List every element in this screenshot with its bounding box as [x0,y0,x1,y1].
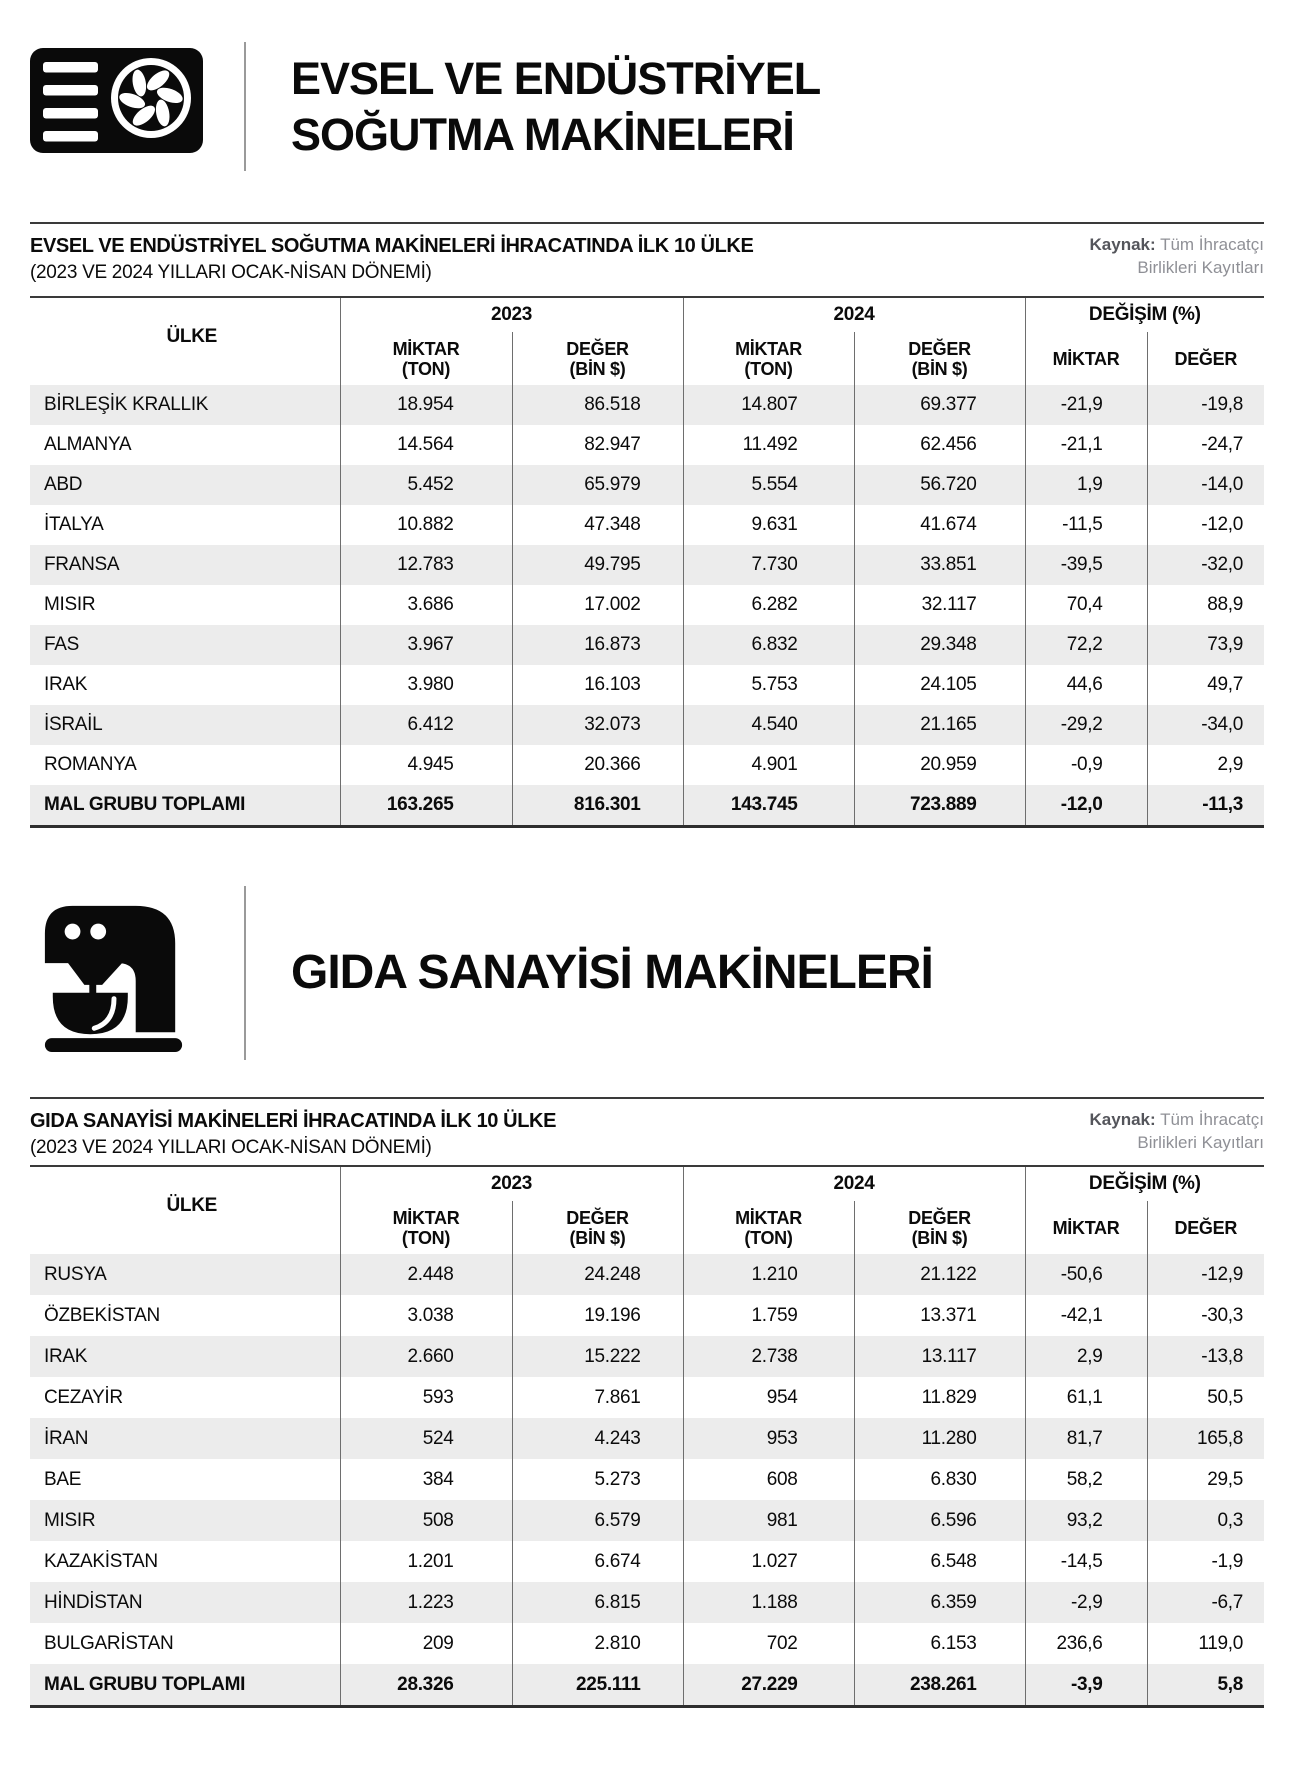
value-cell: -14,0 [1147,465,1264,505]
value-cell: 29.348 [854,625,1025,665]
country-cell: BİRLEŞİK KRALLIK [44,394,209,415]
table-subtitle: (2023 VE 2024 YILLARI OCAK-NİSAN DÖNEMİ) [30,262,432,283]
col-header-country: ÜLKE [166,325,218,347]
value-cell: -6,7 [1147,1582,1264,1623]
country-cell: FRANSA [44,554,120,575]
col-header-qty-2024: MİKTAR (TON) [683,1201,854,1254]
value-cell: 19.196 [512,1295,683,1336]
source-text-line2: Birlikleri Kayıtları [1137,1132,1264,1152]
table-title: EVSEL VE ENDÜSTRİYEL SOĞUTMA MAKİNELERİ İHRACATINDA İLK 10 ÜLKE [30,235,754,257]
value-cell: 1.759 [683,1295,854,1336]
country-cell: ROMANYA [44,754,137,775]
col-group-2024: 2024 [683,1166,1025,1201]
table-head [30,297,1264,385]
source-note [1090,234,1264,280]
value-cell: 4.540 [683,705,854,745]
value-cell: 14.807 [683,385,854,425]
value-cell: 10.882 [340,505,512,545]
value-cell: 20.366 [512,745,683,785]
table-row [30,1500,1264,1541]
col-group-2024: 2024 [683,297,1025,332]
section-title-line1: EVSEL VE ENDÜSTRİYEL [291,52,821,104]
table-subtitle: (2023 VE 2024 YILLARI OCAK-NİSAN DÖNEMİ) [30,1137,432,1158]
table-row [30,625,1264,665]
table-head [30,1166,1264,1254]
report-page [30,48,1264,1708]
table-row [30,1623,1264,1664]
export-table-cooling [30,296,1264,828]
value-cell: -0,9 [1025,745,1147,785]
value-cell: 3.967 [340,625,512,665]
value-cell: 7.730 [683,545,854,585]
table-row [30,705,1264,745]
col-header-val-2024: DEĞER (BİN $) [854,1201,1025,1254]
value-cell: 384 [340,1459,512,1500]
value-cell: 1,9 [1025,465,1147,505]
section-title-food [291,947,933,999]
table-total-row [30,785,1264,827]
value-cell: 524 [340,1418,512,1459]
table-row [30,1254,1264,1295]
value-cell: 24.248 [512,1254,683,1295]
col-header-qty-2023: MİKTAR (TON) [340,332,512,385]
value-cell: 6.579 [512,1500,683,1541]
value-cell: 88,9 [1147,585,1264,625]
value-cell: 69.377 [854,385,1025,425]
value-cell: 18.954 [340,385,512,425]
vertical-divider [244,42,246,171]
value-cell: 16.873 [512,625,683,665]
value-cell: -21,9 [1025,385,1147,425]
table-total-row [30,1664,1264,1707]
source-label: Kaynak: [1089,235,1156,254]
value-cell: 5.554 [683,465,854,505]
value-cell: 6.832 [683,625,854,665]
value-cell: -30,3 [1147,1295,1264,1336]
value-cell: 28.326 [340,1664,512,1707]
value-cell: 58,2 [1025,1459,1147,1500]
value-cell: 225.111 [512,1664,683,1707]
value-cell: 72,2 [1025,625,1147,665]
table-row [30,1541,1264,1582]
value-cell: 236,6 [1025,1623,1147,1664]
value-cell: 5.452 [340,465,512,505]
value-cell: -13,8 [1147,1336,1264,1377]
col-header-qty-2023: MİKTAR (TON) [340,1201,512,1254]
value-cell: -29,2 [1025,705,1147,745]
value-cell: 6.548 [854,1541,1025,1582]
country-cell: HİNDİSTAN [44,1591,143,1613]
value-cell: 82.947 [512,425,683,465]
value-cell: 49,7 [1147,665,1264,705]
value-cell: 981 [683,1500,854,1541]
value-cell: 4.945 [340,745,512,785]
col-header-val-2024: DEĞER (BİN $) [854,332,1025,385]
country-cell: RUSYA [44,1263,107,1285]
country-cell: BULGARİSTAN [44,1632,174,1654]
table-row [30,425,1264,465]
country-cell: ALMANYA [44,434,132,455]
horizontal-rule [30,222,1264,224]
table-row [30,385,1264,425]
table-row [30,545,1264,585]
col-group-change: DEĞİŞİM (%) [1025,297,1264,332]
value-cell: 13.371 [854,1295,1025,1336]
source-label: Kaynak: [1089,1110,1156,1129]
table-row [30,1418,1264,1459]
value-cell: 32.117 [854,585,1025,625]
value-cell: 27.229 [683,1664,854,1707]
table-row [30,1459,1264,1500]
country-cell: ABD [44,474,83,495]
value-cell: 1.201 [340,1541,512,1582]
value-cell: 29,5 [1147,1459,1264,1500]
value-cell: 13.117 [854,1336,1025,1377]
country-cell: IRAK [44,674,88,695]
section-title-cooling [291,51,820,163]
col-group-change: DEĞİŞİM (%) [1025,1166,1264,1201]
value-cell: 11.492 [683,425,854,465]
value-cell: 49.795 [512,545,683,585]
caption-left [30,234,753,284]
value-cell: 2.660 [340,1336,512,1377]
value-cell: 20.959 [854,745,1025,785]
value-cell: -32,0 [1147,545,1264,585]
value-cell: 3.980 [340,665,512,705]
col-header-country: ÜLKE [166,1194,218,1216]
value-cell: 5.273 [512,1459,683,1500]
col-group-2023: 2023 [340,1166,683,1201]
source-text-line1: Tüm İhracatçı [1160,235,1264,254]
value-cell: 65.979 [512,465,683,505]
value-cell: 14.564 [340,425,512,465]
value-cell: 62.456 [854,425,1025,465]
col-header-change-qty: MİKTAR [1025,332,1147,385]
value-cell: -21,1 [1025,425,1147,465]
table-row [30,1295,1264,1336]
value-cell: 7.861 [512,1377,683,1418]
vertical-divider [244,886,246,1060]
value-cell: 6.153 [854,1623,1025,1664]
col-header-change-val: DEĞER [1147,332,1264,385]
value-cell: 44,6 [1025,665,1147,705]
country-cell: IRAK [44,1345,88,1367]
value-cell: -39,5 [1025,545,1147,585]
air-conditioner-icon [30,48,244,165]
col-header-change-qty: MİKTAR [1025,1201,1147,1254]
export-table-food [30,1165,1264,1708]
value-cell: 4.243 [512,1418,683,1459]
value-cell: 15.222 [512,1336,683,1377]
value-cell: 3.038 [340,1295,512,1336]
value-cell: 6.674 [512,1541,683,1582]
value-cell: 3.686 [340,585,512,625]
value-cell: 723.889 [854,785,1025,827]
value-cell: -34,0 [1147,705,1264,745]
table-row [30,1582,1264,1623]
value-cell: 21.165 [854,705,1025,745]
value-cell: 6.596 [854,1500,1025,1541]
value-cell: -11,3 [1147,785,1264,827]
value-cell: 2.810 [512,1623,683,1664]
value-cell: 1.223 [340,1582,512,1623]
value-cell: 143.745 [683,785,854,827]
value-cell: 56.720 [854,465,1025,505]
table-row [30,1336,1264,1377]
value-cell: 6.359 [854,1582,1025,1623]
value-cell: -12,9 [1147,1254,1264,1295]
value-cell: 6.815 [512,1582,683,1623]
value-cell: 1.188 [683,1582,854,1623]
table-row [30,505,1264,545]
country-cell: İTALYA [44,514,104,535]
value-cell: -42,1 [1025,1295,1147,1336]
table-body [30,1254,1264,1707]
value-cell: 12.783 [340,545,512,585]
value-cell: 2,9 [1147,745,1264,785]
col-group-2023: 2023 [340,297,683,332]
value-cell: 41.674 [854,505,1025,545]
value-cell: 9.631 [683,505,854,545]
value-cell: 33.851 [854,545,1025,585]
country-cell: KAZAKİSTAN [44,1550,158,1572]
value-cell: 165,8 [1147,1418,1264,1459]
value-cell: 593 [340,1377,512,1418]
value-cell: 209 [340,1623,512,1664]
value-cell: 11.280 [854,1418,1025,1459]
country-cell: MISIR [44,1509,96,1531]
value-cell: 6.830 [854,1459,1025,1500]
section-header-cooling [30,48,1264,165]
table-caption-food [30,1109,1264,1159]
value-cell: 816.301 [512,785,683,827]
value-cell: -50,6 [1025,1254,1147,1295]
value-cell: 119,0 [1147,1623,1264,1664]
value-cell: -2,9 [1025,1582,1147,1623]
value-cell: 81,7 [1025,1418,1147,1459]
section-title-line2: SOĞUTMA MAKİNELERİ [291,108,794,160]
table-row [30,1377,1264,1418]
table-row [30,585,1264,625]
source-note [1090,1109,1264,1155]
country-cell: FAS [44,634,80,655]
value-cell: 608 [683,1459,854,1500]
value-cell: 953 [683,1418,854,1459]
source-text-line1: Tüm İhracatçı [1160,1110,1264,1129]
value-cell: 70,4 [1025,585,1147,625]
value-cell: -14,5 [1025,1541,1147,1582]
country-cell: MISIR [44,594,96,615]
value-cell: 24.105 [854,665,1025,705]
value-cell: 954 [683,1377,854,1418]
table-title: GIDA SANAYİSİ MAKİNELERİ İHRACATINDA İLK 10 ÜLKE [30,1110,557,1132]
value-cell: -24,7 [1147,425,1264,465]
value-cell: 21.122 [854,1254,1025,1295]
value-cell: -12,0 [1147,505,1264,545]
value-cell: 47.348 [512,505,683,545]
value-cell: 238.261 [854,1664,1025,1707]
table-row [30,465,1264,505]
table-body [30,385,1264,827]
country-cell: BAE [44,1468,82,1490]
value-cell: 17.002 [512,585,683,625]
value-cell: 702 [683,1623,854,1664]
value-cell: 6.282 [683,585,854,625]
value-cell: 93,2 [1025,1500,1147,1541]
value-cell: 5,8 [1147,1664,1264,1707]
country-cell: MAL GRUBU TOPLAMI [44,1673,246,1695]
value-cell: 5.753 [683,665,854,705]
value-cell: -19,8 [1147,385,1264,425]
value-cell: 61,1 [1025,1377,1147,1418]
country-cell: CEZAYİR [44,1386,123,1408]
table-row [30,745,1264,785]
value-cell: 2.448 [340,1254,512,1295]
value-cell: -3,9 [1025,1664,1147,1707]
col-header-val-2023: DEĞER (BİN $) [512,332,683,385]
value-cell: 16.103 [512,665,683,705]
value-cell: -12,0 [1025,785,1147,827]
value-cell: 0,3 [1147,1500,1264,1541]
country-cell: ÖZBEKİSTAN [44,1304,160,1326]
value-cell: 73,9 [1147,625,1264,665]
col-header-val-2023: DEĞER (BİN $) [512,1201,683,1254]
value-cell: 86.518 [512,385,683,425]
horizontal-rule [30,1097,1264,1099]
value-cell: 50,5 [1147,1377,1264,1418]
table-caption-cooling [30,234,1264,284]
table-row [30,665,1264,705]
section-title-line1: GIDA SANAYİSİ MAKİNELERİ [291,946,933,999]
value-cell: 4.901 [683,745,854,785]
value-cell: 1.027 [683,1541,854,1582]
value-cell: 32.073 [512,705,683,745]
value-cell: 163.265 [340,785,512,827]
value-cell: 508 [340,1500,512,1541]
value-cell: 11.829 [854,1377,1025,1418]
value-cell: -11,5 [1025,505,1147,545]
country-cell: İSRAİL [44,714,103,735]
caption-left [30,1109,556,1159]
country-cell: MAL GRUBU TOPLAMI [44,794,246,815]
stand-mixer-icon [30,892,244,1054]
value-cell: 1.210 [683,1254,854,1295]
value-cell: -1,9 [1147,1541,1264,1582]
source-text-line2: Birlikleri Kayıtları [1137,257,1264,277]
value-cell: 2,9 [1025,1336,1147,1377]
value-cell: 6.412 [340,705,512,745]
value-cell: 2.738 [683,1336,854,1377]
col-header-qty-2024: MİKTAR (TON) [683,332,854,385]
country-cell: İRAN [44,1427,89,1449]
section-header-food [30,892,1264,1054]
col-header-change-val: DEĞER [1147,1201,1264,1254]
